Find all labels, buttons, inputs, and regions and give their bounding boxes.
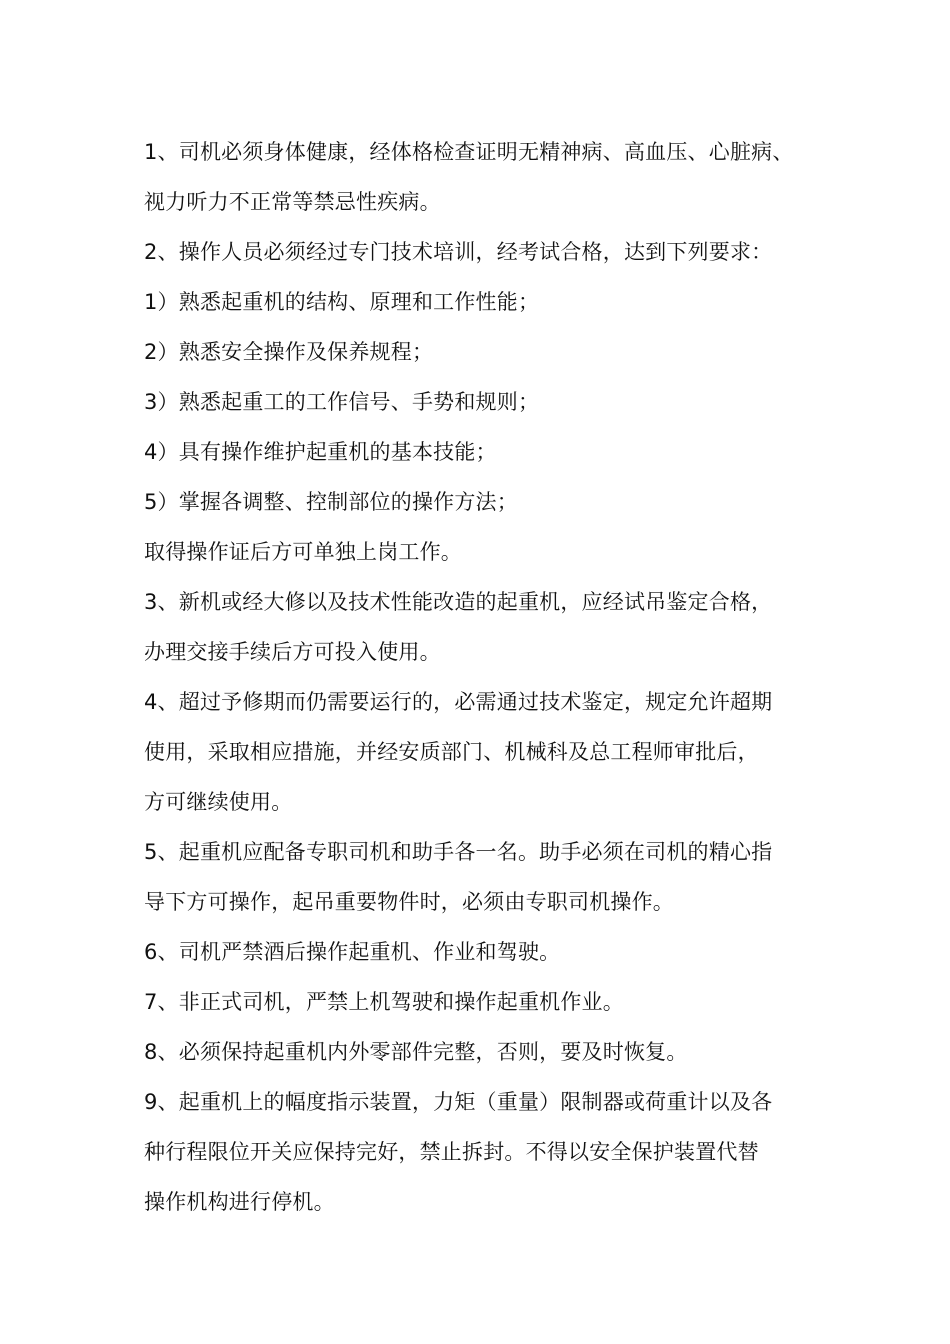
text-line: 8、必须保持起重机内外零部件完整，否则，要及时恢复。 (144, 1040, 688, 1064)
text-line: 7、非正式司机，严禁上机驾驶和操作起重机作业。 (144, 990, 624, 1014)
text-line: 5、起重机应配备专职司机和助手各一名。助手必须在司机的精心指 (144, 840, 773, 864)
text-line: 3）熟悉起重工的工作信号、手势和规则； (144, 390, 540, 414)
text-line: 种行程限位开关应保持完好，禁止拆封。不得以安全保护装置代替 (144, 1140, 759, 1164)
text-line: 3、新机或经大修以及技术性能改造的起重机，应经试吊鉴定合格， (144, 590, 773, 614)
text-line: 2）熟悉安全操作及保养规程； (144, 340, 434, 364)
text-line: 导下方可操作，起吊重要物件时，必须由专职司机操作。 (144, 890, 674, 914)
text-line: 6、司机严禁酒后操作起重机、作业和驾驶。 (144, 940, 561, 964)
text-line: 2、操作人员必须经过专门技术培训，经考试合格，达到下列要求： (144, 240, 773, 264)
text-line: 方可继续使用。 (144, 790, 293, 814)
text-line: 4、超过予修期而仍需要运行的，必需通过技术鉴定，规定允许超期 (144, 690, 773, 714)
text-line: 4）具有操作维护起重机的基本技能； (144, 440, 497, 464)
text-line: 使用，采取相应措施，并经安质部门、机械科及总工程师审批后， (144, 740, 759, 764)
document-body (144, 127, 834, 1227)
text-line: 9、起重机上的幅度指示装置，力矩（重量）限制器或荷重计以及各 (144, 1090, 773, 1114)
text-line: 5）掌握各调整、控制部位的操作方法； (144, 490, 518, 514)
text-line: 办理交接手续后方可投入使用。 (144, 640, 441, 664)
text-line: 1、司机必须身体健康，经体格检查证明无精神病、高血压、心脏病、 (144, 140, 794, 164)
text-line: 操作机构进行停机。 (144, 1190, 335, 1214)
text-line: 视力听力不正常等禁忌性疾病。 (144, 190, 441, 214)
text-line: 1）熟悉起重机的结构、原理和工作性能； (144, 290, 540, 314)
text-line: 取得操作证后方可单独上岗工作。 (144, 540, 462, 564)
